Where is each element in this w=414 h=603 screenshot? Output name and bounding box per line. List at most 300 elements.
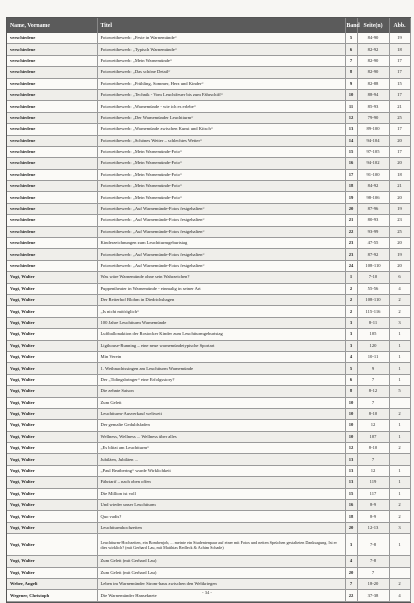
- row-name: Vogt, Walter: [7, 329, 97, 340]
- row-images: 20: [389, 158, 410, 169]
- table-row: [7, 135, 410, 146]
- row-images: 19: [389, 203, 410, 214]
- row-title: Fotowettbewerb: „Mein Warnemünde-Foto“: [97, 192, 345, 203]
- row-pages: 8-12: [357, 386, 389, 397]
- row-images: [389, 567, 410, 578]
- row-images: 19: [389, 33, 410, 44]
- row-title: Quo vadis?: [97, 511, 345, 522]
- row-name: Vogt, Walter: [7, 465, 97, 476]
- row-band: 8: [345, 67, 357, 78]
- row-images: 20: [389, 192, 410, 203]
- row-band: 5: [345, 33, 357, 44]
- row-title: Fotowettbewerb: „Warnemünde - wie ich es erlebe“: [97, 101, 345, 112]
- row-band: 6: [345, 44, 357, 55]
- row-images: 1: [389, 465, 410, 476]
- row-pages: 80-93: [357, 215, 389, 226]
- row-images: 1: [389, 374, 410, 385]
- row-band: 6: [345, 374, 357, 385]
- table-row: [7, 181, 410, 192]
- table-row: [7, 556, 410, 567]
- row-pages: 79-90: [357, 112, 389, 123]
- row-name: Weber, Angeli: [7, 578, 97, 589]
- row-images: 1: [389, 351, 410, 362]
- table-row: [7, 169, 410, 180]
- row-name: verschiedene: [7, 78, 97, 89]
- row-pages: 88-94: [357, 89, 389, 100]
- row-name: Vogt, Walter: [7, 374, 97, 385]
- row-pages: 82-90: [357, 55, 389, 66]
- table-row: [7, 283, 410, 294]
- row-title: Was wäre Warnemünde ohne sein Wahrzeichen?: [97, 272, 345, 283]
- row-images: 17: [389, 55, 410, 66]
- row-title: Fotowettbewerb: „Auf Warnemünde-Fotos festgehalten“: [97, 215, 345, 226]
- row-name: verschiedene: [7, 112, 97, 123]
- row-band: 22: [345, 226, 357, 237]
- index-table: [7, 18, 411, 602]
- row-images: 18: [389, 169, 410, 180]
- table-row: [7, 420, 410, 431]
- row-name: Vogt, Walter: [7, 283, 97, 294]
- row-title: Leuchtturm-Hochzeiten, ein Bombenjob, ... meinte ein Studentenpaar auf einer mit Fotos und netten Sprüchen gestalteten Danksagung. Ist er dies wirklich? (mit Gerhard Lau, mit Matthias Redleck & Achim Schade): [97, 534, 345, 556]
- row-band: 3: [345, 317, 357, 328]
- table-row: [7, 89, 410, 100]
- row-images: 21: [389, 101, 410, 112]
- row-pages: 97-105: [357, 146, 389, 157]
- row-pages: 108-110: [357, 260, 389, 271]
- row-title: Der „Tidingsbringer“ eine Erfolgsstory?: [97, 374, 345, 385]
- header-images: Abb.: [389, 18, 410, 33]
- row-band: 22: [345, 590, 357, 601]
- row-band: 13: [345, 124, 357, 135]
- row-pages: 82-90: [357, 67, 389, 78]
- row-title: Fotowettbewerb: „Mein Warnemünde-Foto“: [97, 181, 345, 192]
- row-images: 17: [389, 67, 410, 78]
- row-band: 10: [345, 408, 357, 419]
- row-images: 23: [389, 215, 410, 226]
- row-name: Vogt, Walter: [7, 477, 97, 488]
- row-images: 15: [389, 78, 410, 89]
- row-title: Fotowettbewerb: „Warnemünde zwischen Kunst und Kitsch“: [97, 124, 345, 135]
- row-pages: 82-92: [357, 44, 389, 55]
- row-band: 2: [345, 294, 357, 305]
- row-band: 24: [345, 260, 357, 271]
- row-pages: 7-8: [357, 534, 389, 556]
- row-pages: 7: [357, 454, 389, 465]
- row-name: verschiedene: [7, 249, 97, 260]
- row-name: verschiedene: [7, 89, 97, 100]
- row-pages: 115-116: [357, 306, 389, 317]
- table-row: [7, 454, 410, 465]
- row-title: Die Warnemünder Hanseknete: [97, 590, 345, 601]
- row-images: 25: [389, 112, 410, 123]
- row-title: Fotowettbewerb: „Frühling, Sommer, Herz und Kinder“: [97, 78, 345, 89]
- row-images: [389, 397, 410, 408]
- table-row: [7, 101, 410, 112]
- row-name: verschiedene: [7, 203, 97, 214]
- row-pages: 87-96: [357, 203, 389, 214]
- row-name: verschiedene: [7, 146, 97, 157]
- table-row: [7, 78, 410, 89]
- row-images: 2: [389, 511, 410, 522]
- row-pages: 84-92: [357, 181, 389, 192]
- row-title: Fotowettbewerb: „Auf Warnemünde-Fotos festgehalten“: [97, 203, 345, 214]
- row-title: Fotowettbewerb: „Mein Warnemünde“: [97, 55, 345, 66]
- row-band: 10: [345, 89, 357, 100]
- row-band: 1: [345, 272, 357, 283]
- row-band: 20: [345, 203, 357, 214]
- row-pages: 8-9: [357, 511, 389, 522]
- row-pages: 55-56: [357, 283, 389, 294]
- table-row: [7, 226, 410, 237]
- row-title: Und wieder unser Leuchtturm: [97, 500, 345, 511]
- row-pages: 87-92: [357, 249, 389, 260]
- row-title: „Is nicht möööglich“: [97, 306, 345, 317]
- row-pages: 108-110: [357, 294, 389, 305]
- table-row: [7, 578, 410, 589]
- row-band: 10: [345, 431, 357, 442]
- row-name: verschiedene: [7, 67, 97, 78]
- row-title: Leuchtturmhochzeiten: [97, 522, 345, 533]
- row-name: Vogt, Walter: [7, 567, 97, 578]
- row-name: verschiedene: [7, 124, 97, 135]
- row-name: Vogt, Walter: [7, 420, 97, 431]
- row-name: Vogt, Walter: [7, 351, 97, 362]
- row-band: 7: [345, 578, 357, 589]
- row-band: 12: [345, 443, 357, 454]
- row-images: 6: [389, 272, 410, 283]
- row-pages: 119: [357, 477, 389, 488]
- table-row: [7, 465, 410, 476]
- row-title: Der Reiterhof Blohm in Diedrichshagen: [97, 294, 345, 305]
- row-images: [389, 556, 410, 567]
- row-images: 2: [389, 408, 410, 419]
- row-name: Vogt, Walter: [7, 272, 97, 283]
- row-name: Vogt, Walter: [7, 488, 97, 499]
- row-pages: 89-100: [357, 124, 389, 135]
- row-name: Vogt, Walter: [7, 408, 97, 419]
- row-name: verschiedene: [7, 192, 97, 203]
- row-band: 7: [345, 55, 357, 66]
- row-band: 10: [345, 397, 357, 408]
- row-images: 1: [389, 488, 410, 499]
- row-pages: 98-106: [357, 192, 389, 203]
- row-band: 13: [345, 477, 357, 488]
- row-pages: 47-55: [357, 238, 389, 249]
- row-name: Vogt, Walter: [7, 363, 97, 374]
- row-band: 5: [345, 363, 357, 374]
- table-row: [7, 112, 410, 123]
- row-band: 16: [345, 158, 357, 169]
- table-row: [7, 534, 410, 556]
- row-images: 5: [389, 386, 410, 397]
- row-name: Vogt, Walter: [7, 317, 97, 328]
- row-images: 1: [389, 420, 410, 431]
- table-row: [7, 203, 410, 214]
- row-title: Fährtarif – nach oben offen: [97, 477, 345, 488]
- row-band: 2: [345, 306, 357, 317]
- row-pages: 18-20: [357, 578, 389, 589]
- row-title: Fotowettbewerb: „Auf Warnemünde-Fotos festgehalten“: [97, 249, 345, 260]
- row-band: 10: [345, 420, 357, 431]
- table-row: [7, 55, 410, 66]
- row-title: Ligthouse-Running – eine neue warnemündetypische Sportart: [97, 340, 345, 351]
- table-row: [7, 340, 410, 351]
- row-title: Fotowettbewerb: „Mein Warnemünde-Foto“: [97, 158, 345, 169]
- row-title: Fotowettbewerb: „Schönes Wetter – schlechtes Wetter“: [97, 135, 345, 146]
- row-band: 13: [345, 465, 357, 476]
- table-row: [7, 567, 410, 578]
- row-pages: 7: [357, 374, 389, 385]
- row-title: Min Verein: [97, 351, 345, 362]
- table-row: [7, 249, 410, 260]
- row-images: 2: [389, 294, 410, 305]
- row-pages: 94-104: [357, 135, 389, 146]
- row-pages: 12-13: [357, 522, 389, 533]
- table-row: [7, 306, 410, 317]
- row-title: Fotowettbewerb: „Mein Warnemünde-Foto“: [97, 146, 345, 157]
- row-name: verschiedene: [7, 226, 97, 237]
- row-pages: 105: [357, 329, 389, 340]
- row-images: 25: [389, 226, 410, 237]
- row-name: verschiedene: [7, 55, 97, 66]
- table-row: [7, 33, 410, 44]
- row-images: 4: [389, 590, 410, 601]
- row-name: Vogt, Walter: [7, 294, 97, 305]
- row-pages: 94-102: [357, 158, 389, 169]
- row-band: 2: [345, 283, 357, 294]
- row-images: 20: [389, 238, 410, 249]
- row-images: 2: [389, 306, 410, 317]
- row-band: 12: [345, 112, 357, 123]
- table-row: [7, 477, 410, 488]
- row-title: 1. Weihnachtssingen am Leuchtturm Warnemünde: [97, 363, 345, 374]
- row-title: Leben im Warnemünder Strom-haus zwischen den Weltkriegen: [97, 578, 345, 589]
- table-row: [7, 294, 410, 305]
- row-images: [389, 454, 410, 465]
- row-pages: 91-100: [357, 169, 389, 180]
- row-title: Fotowettbewerb: „Auf Warnemünde-Fotos festgehalten“: [97, 226, 345, 237]
- table-body: [7, 33, 410, 601]
- row-name: verschiedene: [7, 181, 97, 192]
- row-band: 4: [345, 556, 357, 567]
- row-name: Vogt, Walter: [7, 556, 97, 567]
- table-row: [7, 351, 410, 362]
- row-images: 20: [389, 135, 410, 146]
- header-row: [7, 18, 410, 33]
- row-pages: 10-11: [357, 351, 389, 362]
- table-row: [7, 238, 410, 249]
- row-name: verschiedene: [7, 135, 97, 146]
- row-title: Fotowettbewerb: „Der Warnemünder Leuchtturm“: [97, 112, 345, 123]
- row-title: 100 Jahre Leuchtturm Warnemünde: [97, 317, 345, 328]
- row-pages: 8-10: [357, 443, 389, 454]
- row-images: 17: [389, 124, 410, 135]
- row-pages: 7: [357, 397, 389, 408]
- row-band: 23: [345, 249, 357, 260]
- row-name: Vogt, Walter: [7, 397, 97, 408]
- row-title: Wellness, Wellness ... Wellness über alles: [97, 431, 345, 442]
- row-band: 3: [345, 329, 357, 340]
- row-pages: 7-8: [357, 556, 389, 567]
- table-row: [7, 511, 410, 522]
- row-pages: 84-90: [357, 33, 389, 44]
- row-title: Jubiläen, Jubiläen ...: [97, 454, 345, 465]
- table-row: [7, 44, 410, 55]
- row-title: Die zehnte Saison: [97, 386, 345, 397]
- row-pages: 93-99: [357, 226, 389, 237]
- row-band: 18: [345, 511, 357, 522]
- table-row: [7, 317, 410, 328]
- row-name: Wegener, Christoph: [7, 590, 97, 601]
- row-title: Zum Geleit (mit Gerhard Lau): [97, 567, 345, 578]
- row-images: 2: [389, 500, 410, 511]
- row-pages: 82-88: [357, 78, 389, 89]
- row-name: Vogt, Walter: [7, 522, 97, 533]
- row-band: 13: [345, 454, 357, 465]
- table-row: [7, 431, 410, 442]
- index-table-container: [6, 17, 411, 603]
- row-pages: 9: [357, 363, 389, 374]
- header-pages: Seite(n): [357, 18, 389, 33]
- row-title: Fotowettbewerb: „Auf Warnemünde-Fotos festgehalten“: [97, 260, 345, 271]
- table-header: [7, 18, 410, 33]
- header-name: Name, Vorname: [7, 18, 97, 33]
- header-title: Titel: [97, 18, 345, 33]
- row-pages: 8-10: [357, 408, 389, 419]
- row-name: verschiedene: [7, 33, 97, 44]
- row-name: verschiedene: [7, 44, 97, 55]
- table-row: [7, 488, 410, 499]
- row-pages: 8-9: [357, 500, 389, 511]
- row-band: 16: [345, 500, 357, 511]
- table-row: [7, 124, 410, 135]
- row-band: 15: [345, 146, 357, 157]
- row-name: Vogt, Walter: [7, 443, 97, 454]
- row-images: 21: [389, 181, 410, 192]
- row-images: 4: [389, 283, 410, 294]
- row-name: Vogt, Walter: [7, 454, 97, 465]
- row-name: verschiedene: [7, 158, 97, 169]
- row-band: 3: [345, 534, 357, 556]
- row-band: 3: [345, 340, 357, 351]
- row-images: 18: [389, 44, 410, 55]
- row-band: 17: [345, 169, 357, 180]
- row-pages: 8-11: [357, 317, 389, 328]
- row-band: 20: [345, 522, 357, 533]
- table-row: [7, 146, 410, 157]
- table-row: [7, 215, 410, 226]
- row-images: 1: [389, 477, 410, 488]
- table-row: [7, 522, 410, 533]
- row-images: 20: [389, 260, 410, 271]
- row-pages: 12: [357, 465, 389, 476]
- row-images: 1: [389, 340, 410, 351]
- row-images: 1: [389, 329, 410, 340]
- row-name: verschiedene: [7, 101, 97, 112]
- table-row: [7, 260, 410, 271]
- row-images: 1: [389, 534, 410, 556]
- row-title: Luftballonaktion der Rostocker Kinder zum Leuchtturmgeburtstag: [97, 329, 345, 340]
- row-band: 8: [345, 386, 357, 397]
- table-row: [7, 500, 410, 511]
- row-title: Fotowettbewerb: „Typisch Warnemünde“: [97, 44, 345, 55]
- row-title: Kinderzeichnungen zum Leuchtturmgeburtstag: [97, 238, 345, 249]
- row-pages: 7: [357, 567, 389, 578]
- row-images: 2: [389, 443, 410, 454]
- row-name: Vogt, Walter: [7, 340, 97, 351]
- row-title: Puppentheater in Warnemünde - einmalig in seiner Art: [97, 283, 345, 294]
- row-images: 1: [389, 431, 410, 442]
- row-images: 17: [389, 89, 410, 100]
- table-row: [7, 374, 410, 385]
- row-name: verschiedene: [7, 238, 97, 249]
- row-name: Vogt, Walter: [7, 511, 97, 522]
- row-images: 17: [389, 146, 410, 157]
- table-row: [7, 363, 410, 374]
- table-row: [7, 192, 410, 203]
- row-pages: 12: [357, 420, 389, 431]
- row-title: Zum Geleit: [97, 397, 345, 408]
- row-images: 2: [389, 578, 410, 589]
- row-images: 1: [389, 363, 410, 374]
- row-title: Fotowettbewerb: „Feste in Warnemünde“: [97, 33, 345, 44]
- row-title: Zum Geleit (mit Gerhard Lau): [97, 556, 345, 567]
- row-name: Vogt, Walter: [7, 306, 97, 317]
- table-row: [7, 386, 410, 397]
- row-band: 23: [345, 238, 357, 249]
- row-title: Der gemalte Geduldsfaden: [97, 420, 345, 431]
- row-pages: 37-38: [357, 590, 389, 601]
- row-band: 11: [345, 101, 357, 112]
- row-pages: 120: [357, 340, 389, 351]
- row-images: 19: [389, 249, 410, 260]
- row-band: 21: [345, 215, 357, 226]
- row-title: Fotowettbewerb: „Mein Warnemünde-Foto“: [97, 169, 345, 180]
- row-pages: 107: [357, 431, 389, 442]
- row-title: Leuchtturm-Ausverkauf weltweit: [97, 408, 345, 419]
- row-band: 15: [345, 488, 357, 499]
- row-name: Vogt, Walter: [7, 386, 97, 397]
- row-title: Die Million ist voll: [97, 488, 345, 499]
- row-name: Vogt, Walter: [7, 431, 97, 442]
- table-row: [7, 158, 410, 169]
- table-row: [7, 329, 410, 340]
- table-row: [7, 272, 410, 283]
- header-band: Band: [345, 18, 357, 33]
- row-name: Vogt, Walter: [7, 534, 97, 556]
- row-name: verschiedene: [7, 169, 97, 180]
- row-title: „Es blitzt am Leuchtturm“: [97, 443, 345, 454]
- row-name: verschiedene: [7, 215, 97, 226]
- row-band: 18: [345, 181, 357, 192]
- row-pages: 7-10: [357, 272, 389, 283]
- row-band: 19: [345, 192, 357, 203]
- row-band: 20: [345, 567, 357, 578]
- row-title: Fotowettbewerb: „Das schöne Detail“: [97, 67, 345, 78]
- row-title: Fotowettbewerb: „Technik - Vom Leuchtfeuer bis zum Fährschiff“: [97, 89, 345, 100]
- page-number: - 34 -: [202, 590, 212, 595]
- row-images: 3: [389, 317, 410, 328]
- table-row: [7, 397, 410, 408]
- row-band: 9: [345, 78, 357, 89]
- row-name: Vogt, Walter: [7, 500, 97, 511]
- table-row: [7, 443, 410, 454]
- row-band: 14: [345, 135, 357, 146]
- row-pages: 85-93: [357, 101, 389, 112]
- row-pages: 117: [357, 488, 389, 499]
- row-images: 3: [389, 522, 410, 533]
- table-row: [7, 408, 410, 419]
